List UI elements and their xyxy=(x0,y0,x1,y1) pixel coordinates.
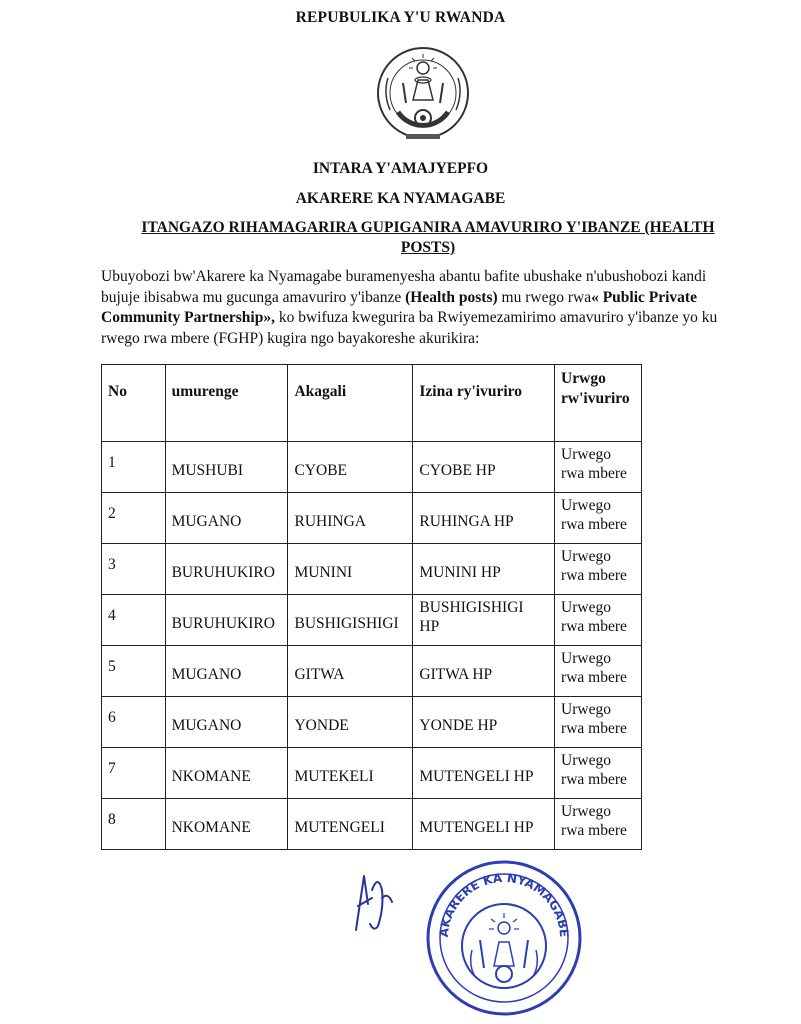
level-line1: Urwego xyxy=(561,752,611,769)
header-no: No xyxy=(102,365,166,442)
umurenge-value: MUGANO xyxy=(171,666,242,683)
izina-value: RUHINGA HP xyxy=(419,513,514,530)
cell-umurenge xyxy=(165,646,288,697)
district-heading: AKARERE KA NYAMAGABE xyxy=(295,190,506,207)
svg-text:AKARERE KA NYAMAGABE: AKARERE KA NYAMAGABE xyxy=(436,870,572,938)
izina-line2: HP xyxy=(419,618,440,635)
header-umurenge: umurenge xyxy=(165,365,288,442)
umurenge-value: MUGANO xyxy=(171,513,242,530)
country-heading: REPUBULIKA Y'U RWANDA xyxy=(295,9,506,26)
header-level-line2: rw'ivuriro xyxy=(561,390,630,407)
izina-value: CYOBE HP xyxy=(419,462,496,479)
cell-no xyxy=(102,646,166,697)
cell-no xyxy=(102,799,166,850)
level-line2: rwa mbere xyxy=(561,567,627,584)
cell-no xyxy=(102,442,166,493)
table-row xyxy=(102,493,642,544)
level-value xyxy=(561,493,635,534)
table-row xyxy=(102,544,642,595)
cell-no xyxy=(102,493,166,544)
cell-akagali xyxy=(288,697,413,748)
cell-akagali xyxy=(288,748,413,799)
level-line1: Urwego xyxy=(561,446,611,463)
row-number: 7 xyxy=(108,760,116,777)
row-number: 5 xyxy=(108,658,116,675)
cell-akagali xyxy=(288,799,413,850)
cell-level xyxy=(555,442,642,493)
cell-izina xyxy=(413,544,555,595)
cell-no xyxy=(102,595,166,646)
intro-bold-health-posts: (Health posts) xyxy=(405,288,498,306)
cell-umurenge xyxy=(165,544,288,595)
level-line1: Urwego xyxy=(561,803,611,820)
level-line2: rwa mbere xyxy=(561,669,627,686)
cell-umurenge xyxy=(165,595,288,646)
level-value xyxy=(561,697,635,738)
header-akagali: Akagali xyxy=(288,365,413,442)
announcement-title: ITANGAZO RIHAMAGARIRA GUPIGANIRA AMAVURIRO Y'IBANZE (HEALTH POSTS) xyxy=(141,219,715,256)
row-number: 1 xyxy=(108,454,116,471)
level-value xyxy=(561,595,635,636)
cell-umurenge xyxy=(165,799,288,850)
cell-izina xyxy=(413,442,555,493)
izina-line1: BUSHIGISHIGI xyxy=(419,599,524,616)
intro-paragraph xyxy=(101,267,741,349)
intro-bold-partnership: « Public Private Community Partnership», xyxy=(101,288,697,326)
akagali-value: BUSHIGISHIGI xyxy=(294,615,399,632)
cell-izina xyxy=(413,493,555,544)
row-number: 8 xyxy=(108,811,116,828)
izina-value: GITWA HP xyxy=(419,666,493,683)
row-number: 3 xyxy=(108,556,116,573)
level-line2: rwa mbere xyxy=(561,771,627,788)
cell-level xyxy=(555,544,642,595)
handwritten-signature xyxy=(348,868,408,938)
table-row xyxy=(102,442,642,493)
akagali-value: RUHINGA xyxy=(294,513,366,530)
cell-izina xyxy=(413,697,555,748)
header-level xyxy=(555,365,642,442)
izina-value: MUTENGELI HP xyxy=(419,768,534,785)
table-header-row xyxy=(102,365,642,442)
cell-izina xyxy=(413,799,555,850)
umurenge-value: MUGANO xyxy=(171,717,242,734)
level-value xyxy=(561,646,635,687)
cell-level xyxy=(555,748,642,799)
intro-text-part3: ko bwifuza kwegurira ba Rwiyemezamirimo amavuriro y'ibanze yo ku rwego rwa mbere (FGHP) kugira ngo bayakoreshe akurikira: xyxy=(101,309,718,347)
cell-level xyxy=(555,697,642,748)
table-row xyxy=(102,697,642,748)
umurenge-value: BURUHUKIRO xyxy=(171,615,275,632)
table-row xyxy=(102,799,642,850)
level-line1: Urwego xyxy=(561,701,611,718)
row-number: 2 xyxy=(108,505,116,522)
level-line1: Urwego xyxy=(561,650,611,667)
level-value xyxy=(561,544,635,585)
rwanda-coat-of-arms-seal xyxy=(368,38,478,148)
level-value xyxy=(561,748,635,789)
cell-izina xyxy=(413,595,555,646)
level-line2: rwa mbere xyxy=(561,516,627,533)
umurenge-value: NKOMANE xyxy=(171,768,251,785)
district-official-stamp xyxy=(424,858,584,1018)
izina-value: MUTENGELI HP xyxy=(419,819,534,836)
health-posts-table xyxy=(101,364,642,850)
level-value xyxy=(561,799,635,840)
cell-akagali xyxy=(288,442,413,493)
cell-akagali xyxy=(288,493,413,544)
cell-izina xyxy=(413,646,555,697)
cell-umurenge xyxy=(165,697,288,748)
cell-no xyxy=(102,544,166,595)
akagali-value: MUTENGELI xyxy=(294,819,385,836)
level-line1: Urwego xyxy=(561,497,611,514)
umurenge-value: BURUHUKIRO xyxy=(171,564,275,581)
umurenge-value: NKOMANE xyxy=(171,819,251,836)
level-line1: Urwego xyxy=(561,548,611,565)
cell-akagali xyxy=(288,646,413,697)
level-line1: Urwego xyxy=(561,599,611,616)
umurenge-value: MUSHUBI xyxy=(171,462,244,479)
table-row xyxy=(102,748,642,799)
level-line2: rwa mbere xyxy=(561,465,627,482)
akagali-value: MUNINI xyxy=(294,564,353,581)
cell-akagali xyxy=(288,544,413,595)
level-line2: rwa mbere xyxy=(561,720,627,737)
cell-akagali xyxy=(288,595,413,646)
table-row xyxy=(102,595,642,646)
cell-level xyxy=(555,646,642,697)
header-level-line1: Urwgo xyxy=(561,370,606,387)
cell-umurenge xyxy=(165,748,288,799)
intro-text-part2: mu rwego rwa xyxy=(497,288,592,306)
izina-value xyxy=(419,595,548,636)
header-izina: Izina ry'ivuriro xyxy=(413,365,555,442)
cell-umurenge xyxy=(165,442,288,493)
akagali-value: CYOBE xyxy=(294,462,348,479)
izina-value: MUNINI HP xyxy=(419,564,501,581)
cell-izina xyxy=(413,748,555,799)
intro-text-part1: Ubuyobozi bw'Akarere ka Nyamagabe buramenyesha abantu bafite ubushake n'ubushobozi kandi bujuje ibisabwa mu gucunga amavuriro y'ibanze xyxy=(101,268,707,306)
akagali-value: YONDE xyxy=(294,717,349,734)
akagali-value: GITWA xyxy=(294,666,345,683)
table-row xyxy=(102,646,642,697)
cell-no xyxy=(102,697,166,748)
level-value xyxy=(561,442,635,483)
cell-level xyxy=(555,799,642,850)
izina-value: YONDE HP xyxy=(419,717,498,734)
row-number: 6 xyxy=(108,709,116,726)
cell-level xyxy=(555,493,642,544)
akagali-value: MUTEKELI xyxy=(294,768,374,785)
row-number: 4 xyxy=(108,607,116,624)
cell-level xyxy=(555,595,642,646)
cell-umurenge xyxy=(165,493,288,544)
level-line2: rwa mbere xyxy=(561,618,627,635)
province-heading: INTARA Y'AMAJYEPFO xyxy=(312,160,489,177)
level-line2: rwa mbere xyxy=(561,822,627,839)
cell-no xyxy=(102,748,166,799)
